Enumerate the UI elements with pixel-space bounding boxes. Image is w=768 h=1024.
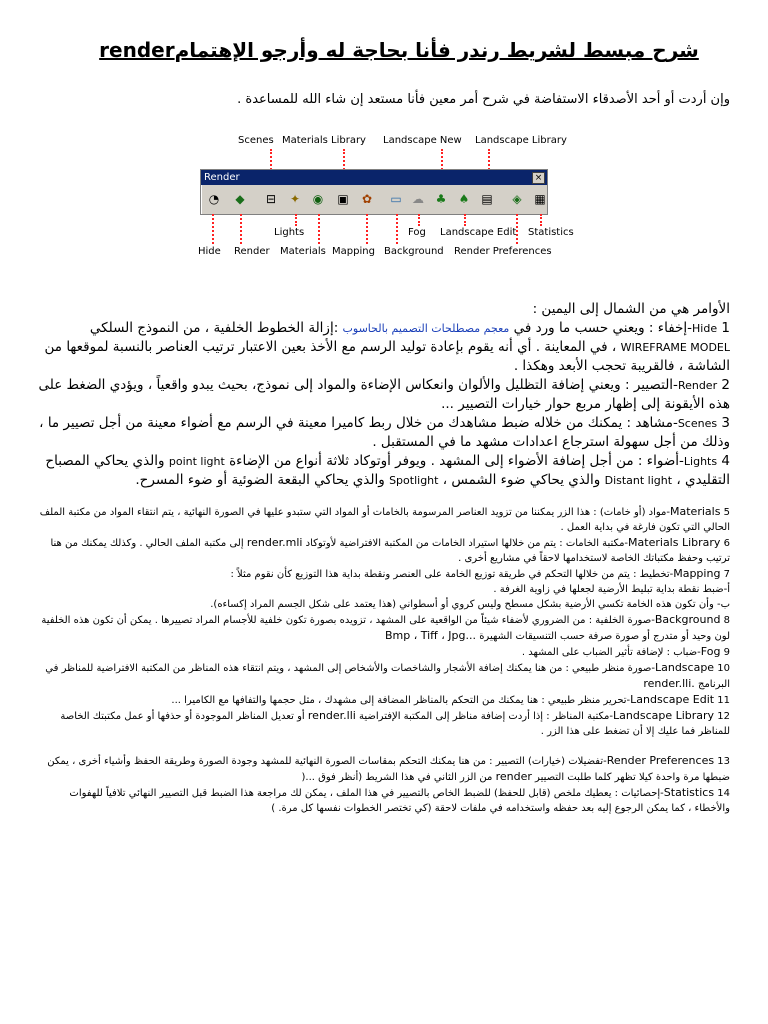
item-mapping-term: Mapping <box>673 567 721 580</box>
item-background-term: Background <box>654 613 721 626</box>
item-fog-text: 9-ضباب : لإضافة تأثير الضباب على المشهد . <box>521 647 730 658</box>
label-hide: Hide <box>198 246 221 257</box>
hide-icon[interactable]: ◔ <box>208 192 220 206</box>
leader-render <box>240 214 242 244</box>
label-materials: Materials <box>280 246 326 257</box>
render-toolbar-window <box>200 169 548 215</box>
commands-heading: الأوامر هي من الشمال إلى اليمين : <box>532 301 730 317</box>
item-lights <box>38 452 730 490</box>
item-scenes-text: 3-مشاهد : يمكنك من خلاله ضبط مشاهدك من خلال ربط كاميرا معينة في الرسم مع أضواء معينة من أجل تصيير ما ، وذلك من أجل سهولة استرجاع اعدادات مشهد ما في المستقبل . <box>39 415 730 450</box>
item-background <box>38 612 730 644</box>
item-landscape-library-term: Landscape Library <box>613 709 715 722</box>
leader-materials <box>318 214 320 244</box>
item-landscape-library-text-2: أو تعديل المناظر الموجودة أو حذفها أو عمل مكتبتك الخاصة للمناظر فما عليك إلا أن تضغط على هذا الزر . <box>60 711 730 737</box>
item-render-term: Render <box>677 379 718 392</box>
render-lli-file-2: render.lli <box>307 709 356 722</box>
item-mapping-text: 7-تخطيط : يتم من خلالها التحكم في طريقة توزيع الخامة على العنصر ونقطة بداية هذا التوزيع كأن نقوم مثلاً : <box>230 569 730 580</box>
item-landscape-edit <box>38 692 730 708</box>
commands-section <box>38 300 730 490</box>
item-landscape-library <box>38 708 730 739</box>
item-materials <box>38 504 730 535</box>
landscape-edit-icon[interactable]: ♠ <box>458 192 470 206</box>
label-landscape-new: Landscape New <box>383 135 462 146</box>
item-mapping <box>38 566 730 582</box>
render-lli-file: render.lli. <box>643 677 695 690</box>
leader-mapping <box>366 214 368 244</box>
label-render: Render <box>234 246 270 257</box>
item-scenes <box>38 414 730 452</box>
dictionary-reference: معجم مصطلحات التصميم بالحاسوب <box>342 322 510 335</box>
background-icon[interactable]: ▭ <box>390 192 402 206</box>
label-render-preferences: Render Preferences <box>454 246 552 257</box>
landscape-new-icon[interactable]: ♣ <box>435 192 447 206</box>
item-materials-library-text: 6-مكتبة الخامات : يتم من خلالها استيراد الخامات من المكتبة الافتراضية لأوتوكاد <box>305 538 730 549</box>
item-render-preferences-term: Render Preferences <box>606 754 715 767</box>
lights-icon[interactable]: ✦ <box>289 192 301 206</box>
leader-render-preferences <box>516 214 518 244</box>
item-landscape <box>38 660 730 692</box>
item-landscape-text: 10-صورة منظر طبيعي : من هنا يمكنك إضافة الأشجار والشاخصات والأشخاص إلى المشهد ، ويتم انتقاء هذه المناظر من المكتبة الافتراضية للمناظر في البرنامج <box>45 663 730 690</box>
toolbar-titlebar <box>201 170 547 185</box>
item-materials-text: 5-مواد (أو خامات) : هذا الزر يمكننا من تزويد العناصر المرسومة بالخامات أو المواد التي ستبدو عليها في الصورة النهائية ، يتم انتقاء المواد من مكتبة الملف الحالي التي تكون فارغة في بداية العمل . <box>39 507 730 533</box>
item-materials-library-text-2: إلى مكتبة الملف الحالي . وكذلك يمكنك من هنا ترتيب وحفظ مكتباتك الخاصة لاستخدامها لاحقاً في مشاريع أخرى . <box>50 538 730 564</box>
item-materials-term: Materials <box>670 505 721 518</box>
render-term-inline: render <box>495 770 532 783</box>
item-fog <box>38 644 730 660</box>
label-statistics: Statistics <box>528 227 574 238</box>
item-materials-library-term: Materials Library <box>628 536 721 549</box>
statistics-icon[interactable]: ▦ <box>534 192 546 206</box>
item-render <box>38 376 730 414</box>
item-render-preferences <box>38 753 730 785</box>
image-formats: Bmp ، Tiff ، Jpg... <box>384 629 476 642</box>
item-render-text: 2-التصيير : ويعني إضافة التظليل والألوان وانعكاس الإضاءة والمواد إلى نموذج، بحيث يبدو واقعياً ، ويؤدي الضغط على هذه الأيقونة إلى إظهار مربع حوار خيارات التصيير ... <box>38 377 730 412</box>
item-render-preferences-text-2: من الزر الثاني في هذا الشريط (أنظر فوق ...( <box>301 772 493 783</box>
item-landscape-term: Landscape <box>654 661 715 674</box>
page-title: شرح مبسط لشريط رندر فأنا بحاجة له وأرجو الإهتمامrender <box>99 38 699 62</box>
spotlight-term: Spotlight <box>389 474 439 487</box>
label-materials-library: Materials Library <box>282 135 366 146</box>
item-statistics-text: 14-إحصائيات : يعطيك ملخص (قابل للحفظ) للضبط الخاص بالتصيير في هذا الملف ، يمكن لك مراجعة هذا الضبط قبل التصيير النهائي تلافياً للهفوات والأخطاء ، كما يمكن الرجوع إليه بعد حفظه واستخدامه في ملفات لاحقة (كي تختصر الخطوات نفسها كل مرة. ) <box>69 788 730 814</box>
item-lights-text-4: والذي يحاكي البقعة الضوئية أو ضوء المسرح. <box>135 472 385 488</box>
item-background-text: 8-صورة الخلفية : من الضروري لأضفاء شيئاً من الواقعية على المشهد ، تزويده بصورة تكون خلفية للأجسام المراد تصييرها . يمكن أن تكون هذه الخلفية لون وحيد أو متدرج أو صورة صرفة حسب التنسيقات الشهيرة <box>41 615 730 642</box>
mapping-icon[interactable]: ✿ <box>361 192 373 206</box>
label-mapping: Mapping <box>332 246 375 257</box>
render-icon[interactable]: ◆ <box>235 192 245 206</box>
item-landscape-edit-term: Landscape Edit <box>630 693 715 706</box>
point-light-term: point light <box>168 455 225 468</box>
item-render-preferences-text: 13-تفضيلات (خيارات) التصيير : من هنا يمكنك التحكم بمقاسات الصورة النهائية للمشهد وجودة الصورة وطريقة الحفظ وأشياء أخرى ، يمكن ضبطها مرة واحدة كيلا تظهر كلما طلبت التصيير <box>47 756 730 783</box>
landscape-library-icon[interactable]: ▤ <box>481 192 493 206</box>
item-landscape-edit-text: 11-تحرير منظر طبيعي : هنا يمكنك من التحكم بالمناظر المضافة إلى مشهدك ، مثل حجمها والتفافها مع الكاميرا ... <box>171 695 730 706</box>
item-lights-text-2: والذي يحاكي المصباح التقليدي ، <box>45 453 730 488</box>
label-fog: Fog <box>408 227 426 238</box>
label-lights: Lights <box>274 227 305 238</box>
render-toolbar-figure <box>190 130 580 265</box>
spacer <box>38 739 730 753</box>
item-hide-term: Hide <box>692 322 718 335</box>
item-hide-text-3: ، في المعاينة . أي أنه يقوم بإعادة توليد الرسم مع الأخذ بعين الاعتبار ترتيب العناصر بالنسبة لموقعها من الشاشة ، فالقريبة تحجب الأبعد وهكذا . <box>44 339 730 374</box>
materials-library-icon[interactable]: ▣ <box>337 192 349 206</box>
item-materials-library <box>38 535 730 566</box>
item-landscape-library-text: 12-مكتبة المناظر : إذا أردت إضافة مناظر إلى المكتبة الإفتراضية <box>359 711 730 722</box>
leader-background <box>396 214 398 244</box>
render-preferences-icon[interactable]: ◈ <box>512 192 522 206</box>
leader-fog <box>418 214 420 226</box>
fog-icon[interactable]: ☁ <box>412 192 424 206</box>
leader-hide <box>212 214 214 244</box>
item-hide-text-2: :إزالة الخطوط الخلفية ، من النموذج السلكي <box>89 320 339 336</box>
wireframe-term: WIREFRAME MODEL <box>620 341 730 354</box>
intro-paragraph: وإن أردت أو أحد الأصدقاء الاستفاضة في شرح أمر معين فأنا مستعد إن شاء الله للمساعدة . <box>237 92 730 107</box>
leader-landscape-edit <box>464 214 466 226</box>
leader-lights <box>295 214 297 226</box>
label-landscape-library: Landscape Library <box>475 135 567 146</box>
item-statistics <box>38 785 730 816</box>
label-background: Background <box>384 246 444 257</box>
mapping-point-b: ب- وأن تكون هذه الخامة تكسي الأرضية بشكل مسطح وليس كروي أو أسطواني (هذا يعتمد على شكل الجسم المراد إكساءه). <box>210 599 730 610</box>
label-scenes: Scenes <box>238 135 274 146</box>
materials-icon[interactable]: ◉ <box>312 192 324 206</box>
label-landscape-edit: Landscape Edit <box>440 227 517 238</box>
item-lights-text: 4-أضواء : من أجل إضافة الأضواء إلى المشهد . ويوفر أوتوكاد ثلاثة أنواع من الإضاءة <box>229 453 730 469</box>
leader-statistics <box>540 214 542 226</box>
distant-light-term: Distant light <box>604 474 673 487</box>
item-scenes-term: Scenes <box>677 417 718 430</box>
item-hide <box>38 319 730 376</box>
item-lights-term: Lights <box>683 455 718 468</box>
item-hide-text: 1-إخفاء : ويعني حسب ما ورد في <box>513 320 730 336</box>
item-fog-term: Fog <box>700 645 721 658</box>
mapping-point-a: أ-ضبط نقطة بداية تبليط الأرضية لجعلها في زاوية الغرفة . <box>493 584 730 595</box>
close-icon[interactable]: × <box>532 172 545 184</box>
scenes-icon[interactable]: ⊟ <box>265 192 277 206</box>
render-mli-file: render.mli <box>246 536 303 549</box>
toolbar-title: Render <box>204 172 240 183</box>
item-lights-text-3: والذي يحاكي ضوء الشمس ، <box>442 472 601 488</box>
item-statistics-term: Statistics <box>663 786 715 799</box>
commands-section-small <box>38 504 730 816</box>
